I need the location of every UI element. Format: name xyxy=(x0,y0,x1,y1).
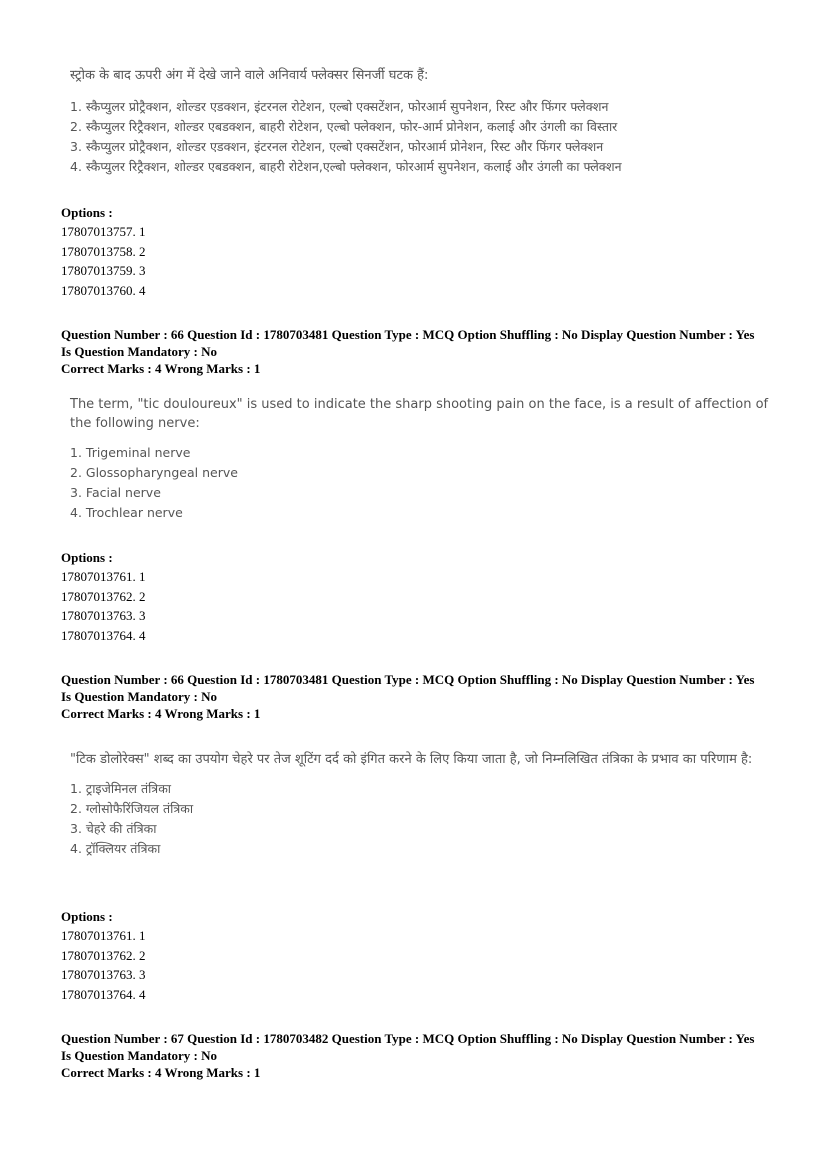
choice-item: 4. स्कैप्युलर रिट्रैक्शन, शोल्डर एबडक्शन, बाहरी रोटेशन,एल्बो फ्लेक्शन, फोरआर्म सुपनेशन, कलाई और उंगली का फ्लेक्शन xyxy=(70,159,622,174)
options-label: Options : xyxy=(61,909,113,924)
marks-line: Correct Marks : 4 Wrong Marks : 1 xyxy=(61,361,261,376)
option-list xyxy=(61,222,801,300)
choice-item: 2. Glossopharyngeal nerve xyxy=(70,465,238,480)
question-image-hindi-tic-douloureux xyxy=(70,750,770,859)
mandatory-line: Is Question Mandatory : No xyxy=(61,689,218,704)
option-item: 17807013760. 4 xyxy=(61,282,146,298)
option-item: 17807013761. 1 xyxy=(61,928,146,943)
option-item: 17807013764. 4 xyxy=(61,627,146,643)
options-label: Options : xyxy=(61,550,113,565)
question-meta-line: Question Number : 67 Question Id : 1780703482 Question Type : MCQ Option Shuffling : No Display Question Number : Yes xyxy=(61,1031,755,1046)
options-block xyxy=(61,204,801,300)
choice-item: 1. Trigeminal nerve xyxy=(70,445,191,460)
choice-item: 3. चेहरे की तंत्रिका xyxy=(70,821,157,836)
question-meta xyxy=(61,1030,801,1081)
option-item: 17807013763. 3 xyxy=(61,967,146,982)
mandatory-line: Is Question Mandatory : No xyxy=(61,1048,218,1063)
choice-list xyxy=(70,779,770,859)
marks-line: Correct Marks : 4 Wrong Marks : 1 xyxy=(61,706,261,721)
choice-item: 3. Facial nerve xyxy=(70,485,161,500)
question-meta xyxy=(61,671,801,722)
question-meta-line: Question Number : 66 Question Id : 1780703481 Question Type : MCQ Option Shuffling : No Display Question Number : Yes xyxy=(61,672,755,687)
choice-item: 3. स्कैप्युलर प्रोट्रैक्शन, शोल्डर एडक्शन, इंटरनल रोटेशन, एल्बो एक्सटेंशन, फोरआर्म प्रोनेशन, रिस्ट और फिंगर फ्लेक्शन xyxy=(70,139,604,154)
option-list xyxy=(61,926,801,1004)
question-meta xyxy=(61,326,801,377)
option-list xyxy=(61,567,801,645)
options-label: Options : xyxy=(61,205,113,220)
choice-item: 1. ट्राइजेमिनल तंत्रिका xyxy=(70,781,172,796)
marks-line: Correct Marks : 4 Wrong Marks : 1 xyxy=(61,1065,261,1080)
question-text: The term, "tic douloureux" is used to indicate the sharp shooting pain on the face, is a result of affection of the following nerve: xyxy=(70,397,769,431)
choice-list xyxy=(70,97,770,177)
mandatory-line: Is Question Mandatory : No xyxy=(61,344,218,359)
option-item: 17807013762. 2 xyxy=(61,947,146,963)
option-item: 17807013761. 1 xyxy=(61,569,146,584)
option-item: 17807013759. 3 xyxy=(61,263,146,278)
choice-item: 2. स्कैप्युलर रिट्रैक्शन, शोल्डर एबडक्शन, बाहरी रोटेशन, एल्बो फ्लेक्शन, फोर-आर्म प्रोनेशन, कलाई और उंगली का विस्तार xyxy=(70,119,618,134)
question-text: स्ट्रोक के बाद ऊपरी अंग में देखे जाने वाले अनिवार्य फ्लेक्सर सिनर्जी घटक हैं: xyxy=(70,68,429,83)
choice-item: 2. ग्लोसोफैरिंजियल तंत्रिका xyxy=(70,801,194,816)
choice-item: 1. स्कैप्युलर प्रोट्रैक्शन, शोल्डर एडक्शन, इंटरनल रोटेशन, एल्बो एक्सटेंशन, फोरआर्म सुपनेशन, रिस्ट और फिंगर फ्लेक्शन xyxy=(70,99,609,114)
option-item: 17807013764. 4 xyxy=(61,986,146,1002)
choice-item: 4. Trochlear nerve xyxy=(70,505,183,520)
question-meta-line: Question Number : 66 Question Id : 1780703481 Question Type : MCQ Option Shuffling : No Display Question Number : Yes xyxy=(61,327,755,342)
choice-list xyxy=(70,443,770,523)
option-item: 17807013762. 2 xyxy=(61,588,146,604)
question-text: "टिक डोलोरेक्स" शब्द का उपयोग चेहरे पर तेज शूटिंग दर्द को इंगित करने के लिए किया जाता है, जो निम्नलिखित तंत्रिका के प्रभाव का परिणाम है: xyxy=(70,752,753,767)
question-image-hindi-flexor-synergy xyxy=(70,66,770,177)
options-block xyxy=(61,549,801,645)
option-item: 17807013757. 1 xyxy=(61,224,146,239)
question-image-english-tic-douloureux xyxy=(70,395,770,523)
option-item: 17807013763. 3 xyxy=(61,608,146,623)
option-item: 17807013758. 2 xyxy=(61,243,146,259)
options-block xyxy=(61,908,801,1004)
choice-item: 4. ट्रॉक्लियर तंत्रिका xyxy=(70,841,161,856)
